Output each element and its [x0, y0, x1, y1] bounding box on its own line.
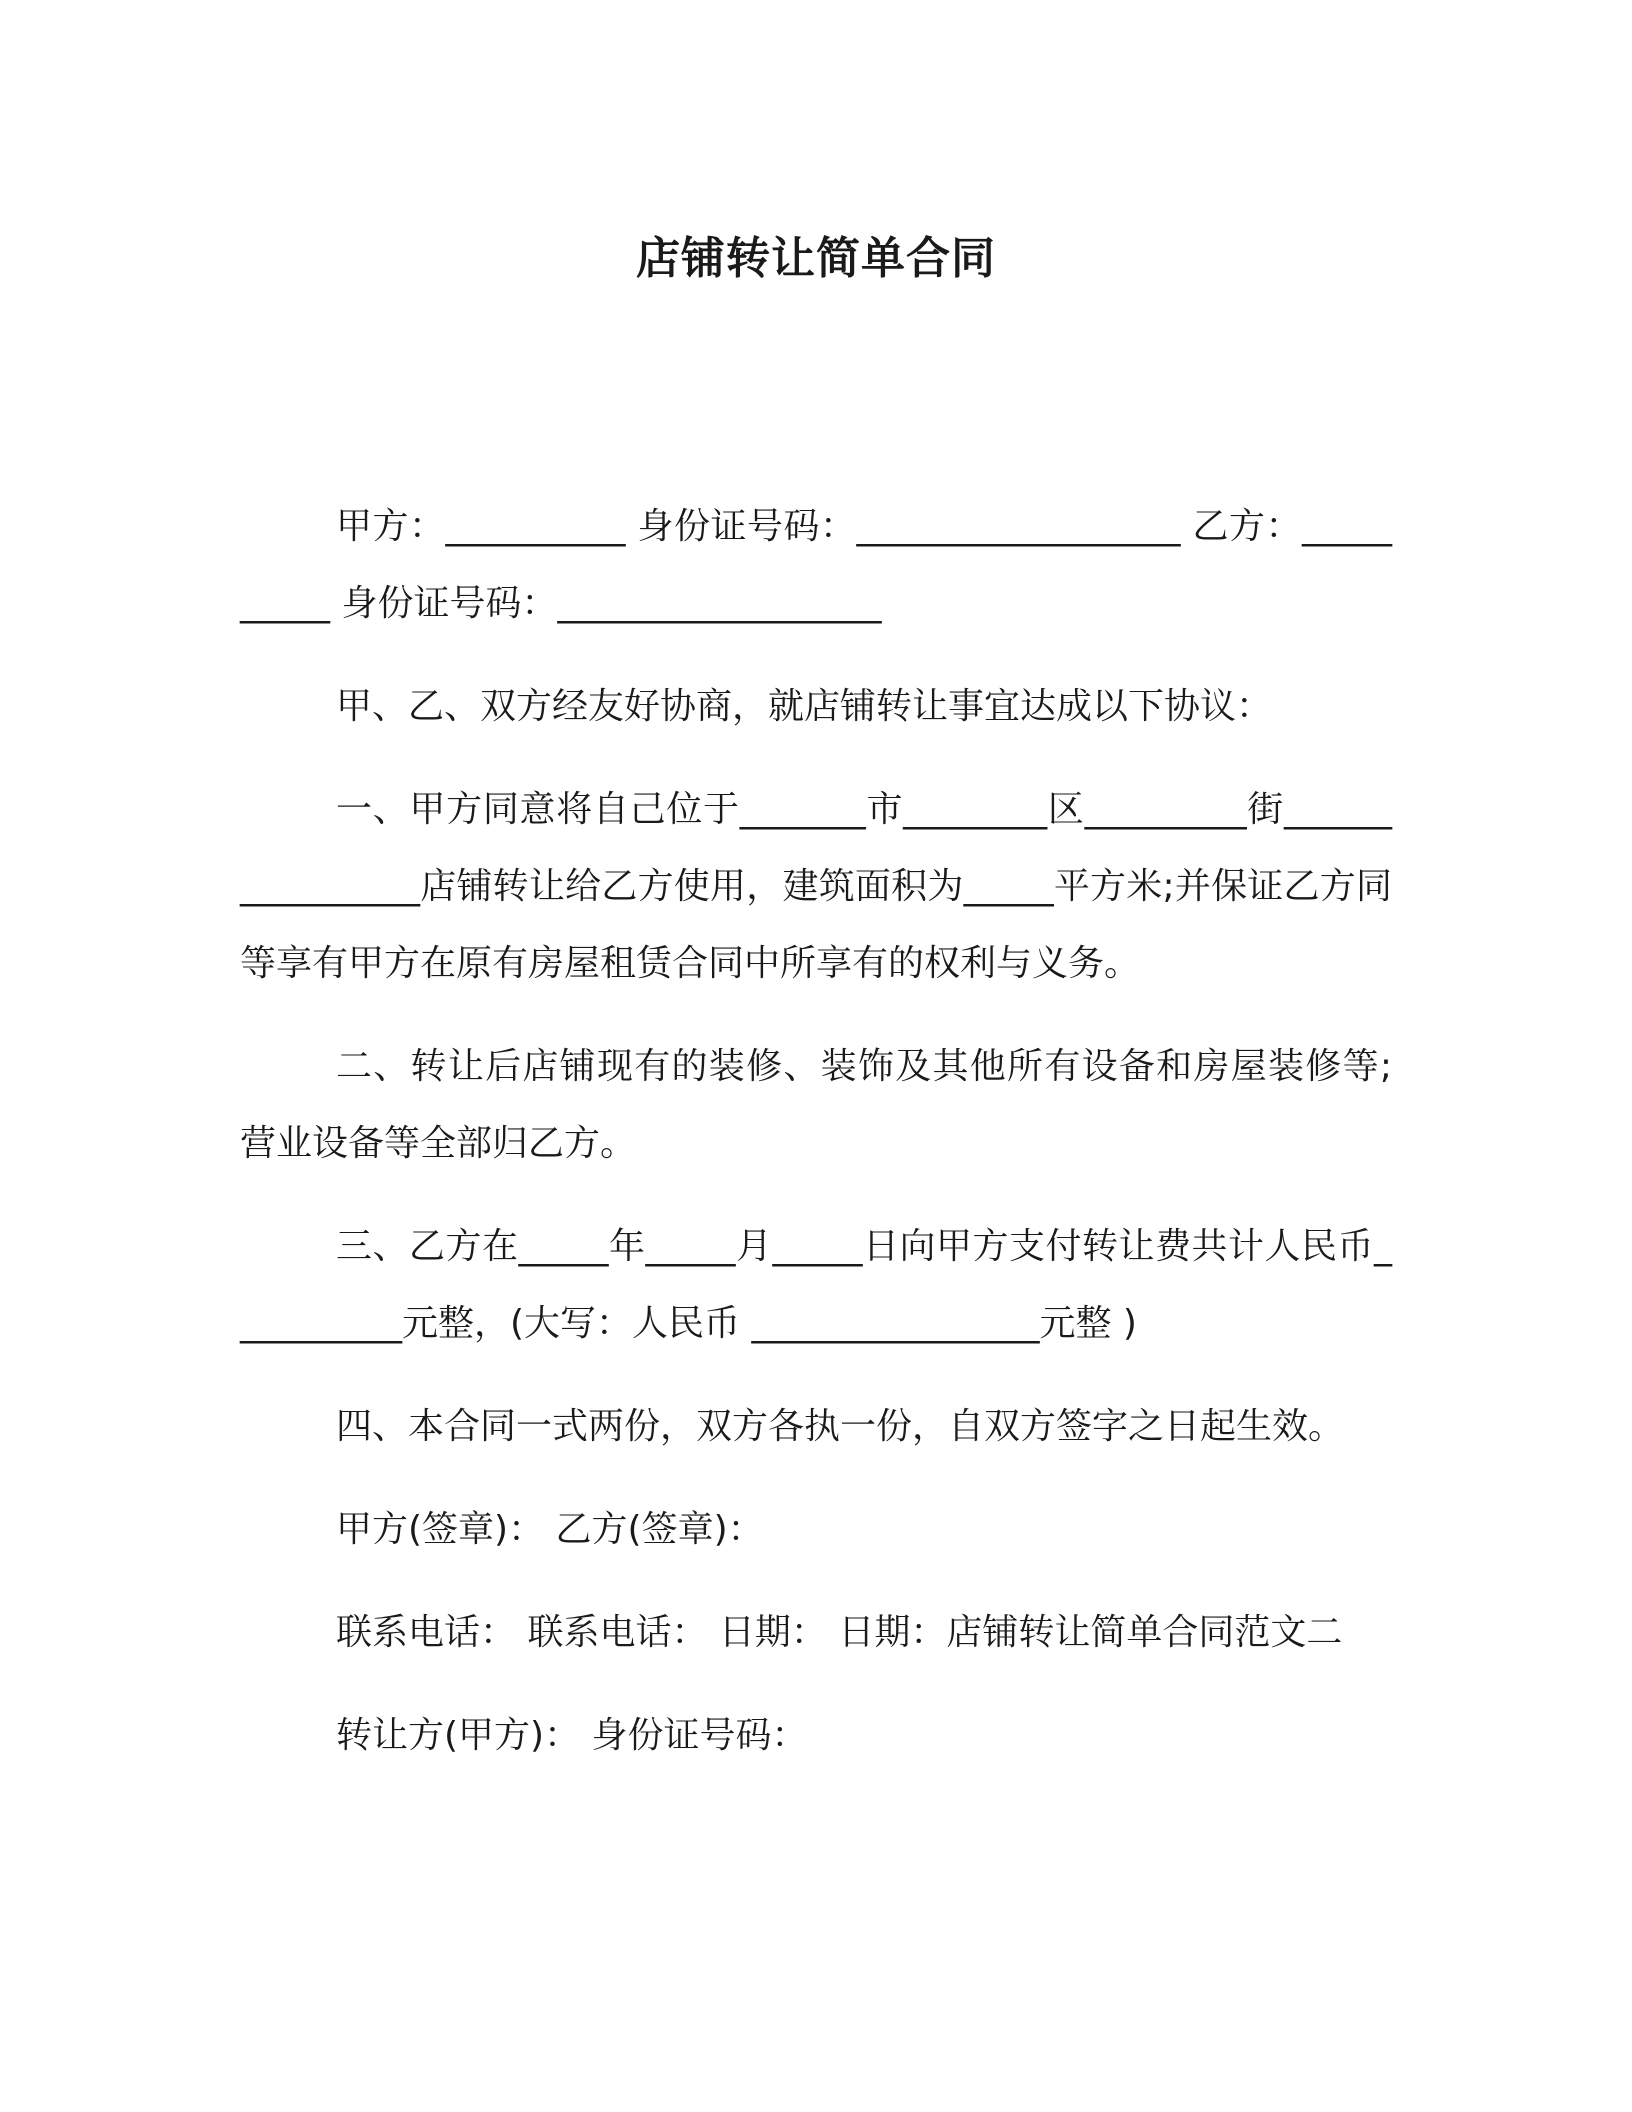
clause-two-paragraph: 二、转让后店铺现有的装修、装饰及其他所有设备和房屋装修等;营业设备等全部归乙方。	[240, 1046, 1392, 1164]
party-info-paragraph: 甲方：__________ 身份证号码：__________________ 乙方：__________ 身份证号码：__________________	[240, 506, 1392, 624]
agreement-intro-paragraph: 甲、乙、双方经友好协商，就店铺转让事宜达成以下协议：	[336, 686, 1273, 727]
document-title: 店铺转让简单合同	[636, 233, 996, 284]
contact-line: 联系电话： 联系电话： 日期： 日期：店铺转让简单合同范文二	[336, 1612, 1343, 1653]
clause-four-paragraph: 四、本合同一式两份，双方各执一份，自双方签字之日起生效。	[336, 1406, 1345, 1447]
document-body	[240, 488, 1392, 1800]
signature-line: 甲方(签章)： 乙方(签章)：	[336, 1509, 764, 1550]
clause-three-paragraph: 三、乙方在_____年_____月_____日向甲方支付转让费共计人民币__________元整，(大写：人民币 ________________元整 )	[240, 1226, 1392, 1344]
clause-one-paragraph: 一、甲方同意将自己位于_______市________区_________街________________店铺转让给乙方使用，建筑面积为_____平方米;并保证乙方同等享有甲方在原有房屋租赁合同中所享有的权利与义务。	[240, 789, 1392, 984]
transferor-line: 转让方(甲方)： 身份证号码：	[336, 1715, 808, 1756]
